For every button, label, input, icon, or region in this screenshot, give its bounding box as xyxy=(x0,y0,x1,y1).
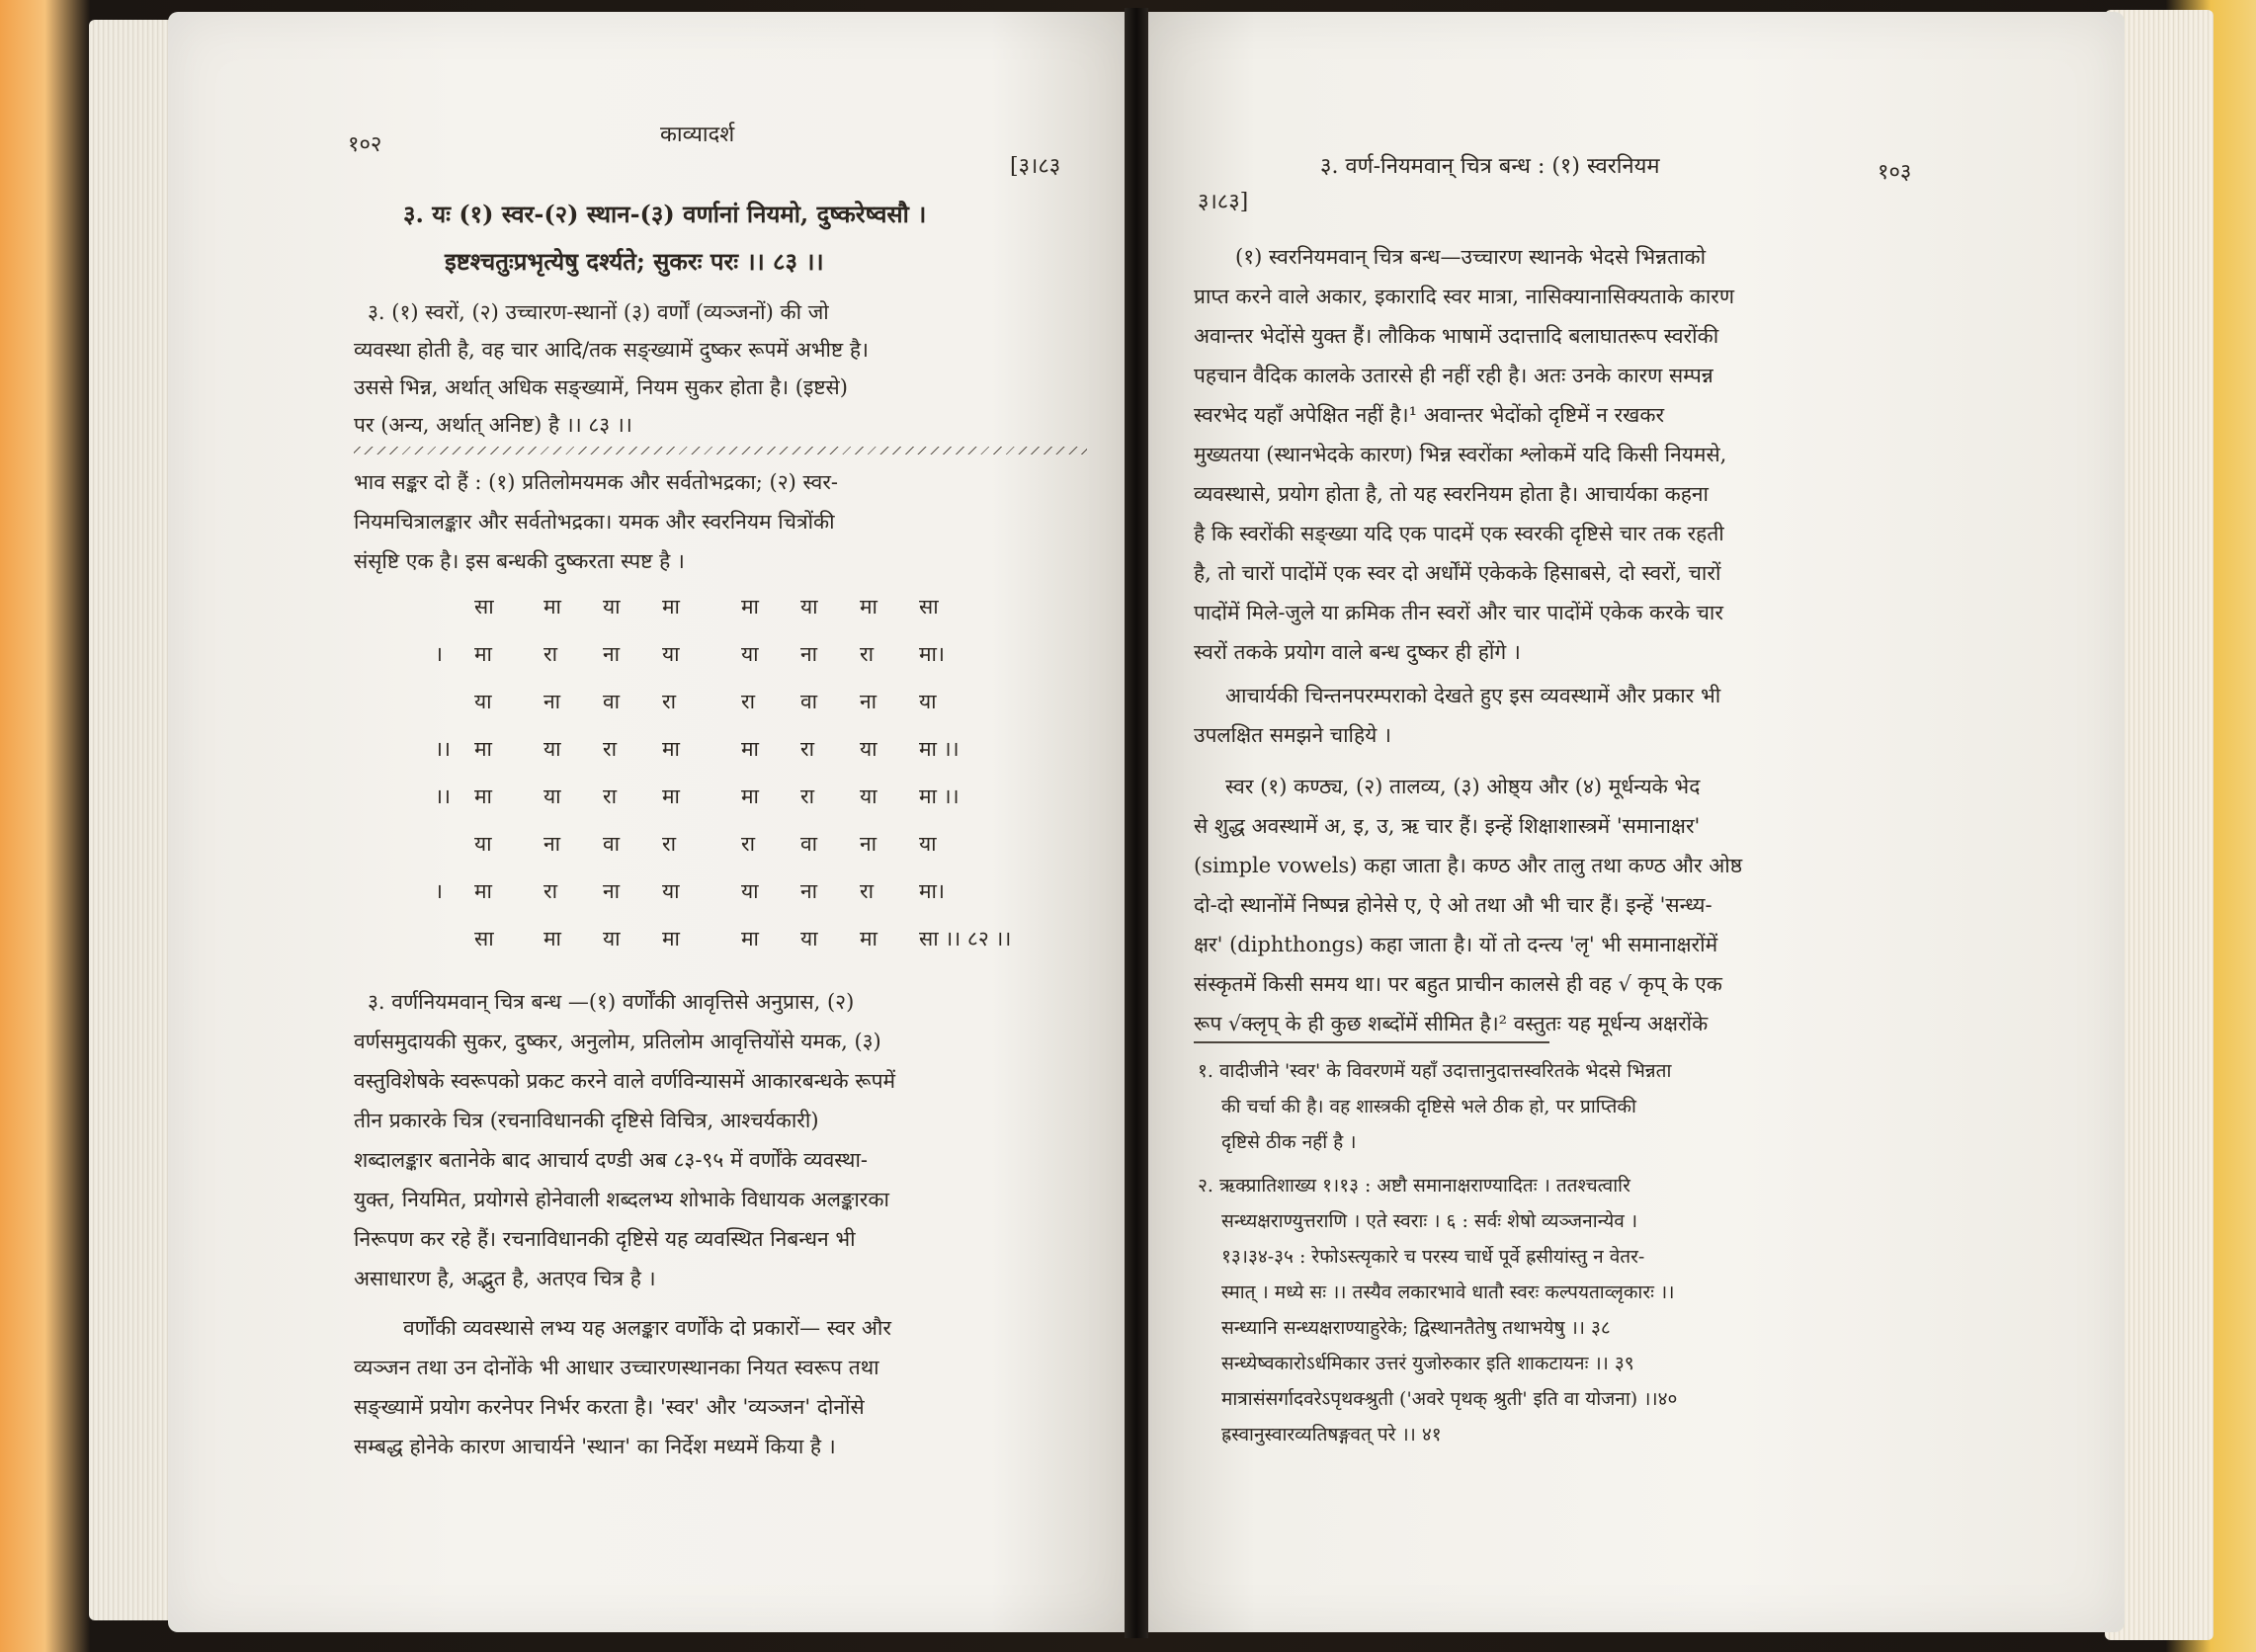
bhava-line: नियमचित्रालङ्कार और सर्वतोभद्रका। यमक और स्वरनियम चित्रोंकी xyxy=(354,510,835,534)
grid-syllable: या xyxy=(860,737,877,761)
grid-syllable: रा xyxy=(603,737,618,761)
para1-line: है, तो चारों पादोंमें एक स्वर दो अर्धोंमें एकेकके हिसाबसे, दो स्वरों, चारों xyxy=(1194,561,1721,585)
para3-line: क्षर' (diphthongs) कहा जाता है। यों तो दन्त्य 'लृ' भी समानाक्षरोंमें xyxy=(1194,933,1718,956)
grid-syllable: मा xyxy=(543,595,561,619)
grid-syllable: वा xyxy=(800,832,818,856)
grid-syllable: या xyxy=(474,832,492,856)
grid-syllable: मा xyxy=(662,927,680,950)
grid-syllable: रा xyxy=(860,642,875,666)
footnote-2-line: ह्रस्वानुस्वारव्यतिषङ्गवत् परे ।। ४१ xyxy=(1221,1424,1442,1446)
para1-line: (१) स्वरनियमवान् चित्र बन्ध—उच्चारण स्थानके भेदसे भिन्नताको xyxy=(1235,245,1707,269)
para3-line: दो-दो स्थानोंमें निष्पन्न होनेसे ए, ऐ ओ तथा औ भी चार हैं। इन्हें 'सन्ध्य- xyxy=(1194,893,1713,917)
grid-syllable: ना xyxy=(860,690,877,713)
grid-syllable: रा xyxy=(860,879,875,903)
grid-syllable: मा। xyxy=(919,642,945,666)
wavy-divider xyxy=(354,447,1087,454)
grid-syllable: वा xyxy=(603,690,621,713)
translation-line: पर (अन्य, अर्थात् अनिष्ट) है ।। ८३ ।। xyxy=(354,413,632,437)
sarvatobhadra-grid xyxy=(435,593,1087,968)
grid-syllable: मा xyxy=(543,927,561,950)
grid-syllable: वा xyxy=(800,690,818,713)
grid-syllable: या xyxy=(741,642,759,666)
grid-syllable: रा xyxy=(603,785,618,808)
grid-syllable: या xyxy=(662,879,680,903)
grid-syllable: मा xyxy=(662,737,680,761)
para1-line: स्वरभेद यहाँ अपेक्षित नहीं है।¹ अवान्तर भेदोंको दृष्टिमें न रखकर xyxy=(1194,403,1665,427)
grid-syllable: ना xyxy=(603,642,621,666)
varnon-line: सम्बद्ध होनेके कारण आचार्यने 'स्थान' का निर्देश मध्यमें किया है । xyxy=(354,1435,836,1458)
grid-syllable: । xyxy=(435,879,443,903)
grid-syllable: मा xyxy=(860,595,877,619)
book-page-edges-left xyxy=(89,20,178,1620)
verse-line-2: इष्टश्चतुःप्रभृत्येषु दर्श्यते; सुकरः परः ।। ८३ ।। xyxy=(445,247,824,276)
footnote-rule xyxy=(1194,1041,1549,1043)
verse-line-1: ३. यः (१) स्वर-(२) स्थान-(३) वर्णानां नियमो, दुष्करेष्वसौ । xyxy=(403,200,927,228)
grid-syllable: या xyxy=(741,879,759,903)
grid-syllable: ।। xyxy=(435,737,451,761)
footnote-2-line: २. ऋक्प्रातिशाख्य १।१३ : अष्टौ समानाक्षराण्यादितः । ततश्चत्वारि xyxy=(1198,1175,1630,1197)
footnote-2-line: सन्ध्यक्षराण्युत्तराणि । एते स्वराः । ६ : सर्वः शेषो व्यञ्जनान्येव । xyxy=(1221,1210,1638,1232)
grid-syllable: मा xyxy=(662,595,680,619)
grid-syllable: रा xyxy=(800,737,815,761)
varnon-line: सङ्ख्यामें प्रयोग करनेपर निर्भर करता है। 'स्वर' और 'व्यञ्जन' दोनोंसे xyxy=(354,1395,865,1419)
left-section-ref: [३।८३ xyxy=(1010,154,1061,179)
grid-syllable: रा xyxy=(662,690,677,713)
grid-syllable: या xyxy=(919,832,937,856)
grid-syllable: या xyxy=(662,642,680,666)
translation-line: ३. (१) स्वरों, (२) उच्चारण-स्थानों (३) वर्णों (व्यञ्जनों) की जो xyxy=(368,300,829,324)
grid-syllable: ना xyxy=(860,832,877,856)
footnote-2-line: सन्ध्येष्वकारोऽर्धमिकार उत्तरं युजोरुकार इति शाकटायनः ।। ३९ xyxy=(1221,1353,1634,1374)
para1-line: है कि स्वरोंकी सङ्ख्या यदि एक पादमें एक स्वरकी दृष्टिसे चार तक रहती xyxy=(1194,522,1724,545)
footnote-1-line: की चर्चा की है। वह शास्त्रकी दृष्टिसे भले ठीक हो, पर प्राप्तिकी xyxy=(1221,1096,1636,1117)
translation-line: व्यवस्था होती है, वह चार आदि/तक सङ्ख्यामें दुष्कर रूपमें अभीष्ट है। xyxy=(354,338,869,362)
para2-line: उपलक्षित समझने चाहिये । xyxy=(1194,723,1391,747)
grid-syllable: मा xyxy=(474,737,492,761)
para1-line: पहचान वैदिक कालके उतारसे ही नहीं रही है। अतः उनके कारण सम्पन्न xyxy=(1194,364,1713,387)
grid-syllable: रा xyxy=(800,785,815,808)
grid-syllable: ना xyxy=(543,832,561,856)
section3-line: वर्णसमुदायकी सुकर, दुष्कर, अनुलोम, प्रतिलोम आवृत्तियोंसे यमक, (३) xyxy=(354,1030,881,1053)
grid-syllable: मा xyxy=(662,785,680,808)
right-section-ref: ३।८३] xyxy=(1198,190,1249,214)
grid-syllable: सा xyxy=(474,927,494,950)
grid-syllable: मा xyxy=(741,927,759,950)
section3-line: युक्त, नियमित, प्रयोगसे होनेवाली शब्दलभ्य शोभाके विधायक अलङ्कारका xyxy=(354,1188,889,1211)
grid-syllable: मा ।। xyxy=(919,785,960,808)
section3-line: निरूपण कर रहे हैं। रचनाविधानकी दृष्टिसे यह व्यवस्थित निबन्धन भी xyxy=(354,1227,856,1251)
grid-syllable: मा xyxy=(741,737,759,761)
left-running-title: काव्यादर्श xyxy=(660,123,735,147)
para3-line: संस्कृतमें किसी समय था। पर बहुत प्राचीन कालसे ही वह √ कृप् के एक xyxy=(1194,972,1722,996)
grid-syllable: या xyxy=(543,785,561,808)
para1-line: प्राप्त करने वाले अकार, इकारादि स्वर मात्रा, नासिक्यानासिक्यताके कारण xyxy=(1194,285,1735,308)
grid-syllable: या xyxy=(860,785,877,808)
grid-syllable: । xyxy=(435,642,443,666)
grid-syllable: सा xyxy=(474,595,494,619)
footnote-1-line: दृष्टिसे ठीक नहीं है । xyxy=(1221,1131,1357,1153)
grid-syllable: सा ।। ८२ ।। xyxy=(919,927,1012,950)
translation-line: उससे भिन्न, अर्थात् अधिक सङ्ख्यामें, नियम सुकर होता है। (इष्टसे) xyxy=(354,375,848,399)
grid-syllable: या xyxy=(543,737,561,761)
section3-line: ३. वर्णनियमवान् चित्र बन्ध —(१) वर्णोंकी आवृत्तिसे अनुप्रास, (२) xyxy=(368,990,855,1014)
para1-line: व्यवस्थासे, प्रयोग होता है, तो यह स्वरनियम होता है। आचार्यका कहना xyxy=(1194,482,1709,506)
grid-syllable: रा xyxy=(741,832,756,856)
grid-syllable: मा ।। xyxy=(919,737,960,761)
footnote-2-line: स्मात् । मध्ये सः ।। तस्यैव लकारभावे धातौ स्वरः कल्पयताव्लृकारः ।। xyxy=(1221,1281,1675,1303)
grid-syllable: रा xyxy=(543,642,558,666)
grid-syllable: मा xyxy=(474,879,492,903)
grid-syllable: या xyxy=(800,927,818,950)
right-page-number: १०३ xyxy=(1878,160,1912,185)
footnote-2-line: १३।३४-३५ : रेफोऽस्त्यृकारे च परस्य चार्धे पूर्वे ह्रसीयांस्तु न वेतर- xyxy=(1221,1246,1645,1268)
grid-syllable: ना xyxy=(800,642,818,666)
book-spine xyxy=(1125,8,1148,1638)
grid-syllable: या xyxy=(919,690,937,713)
footnote-2-line: मात्रासंसर्गादवरेऽपृथक्श्रुती ('अवरे पृथक् श्रुती' इति वा योजना) ।।४० xyxy=(1221,1388,1678,1410)
grid-syllable: मा। xyxy=(919,879,945,903)
para2-line: आचार्यकी चिन्तनपरम्पराको देखते हुए इस व्यवस्थामें और प्रकार भी xyxy=(1225,684,1721,707)
para1-line: मुख्यतया (स्थानभेदके कारण) भिन्न स्वरोंका श्लोकमें यदि किसी नियमसे, xyxy=(1194,443,1727,466)
grid-syllable: रा xyxy=(741,690,756,713)
grid-syllable: मा xyxy=(474,642,492,666)
grid-syllable: या xyxy=(800,595,818,619)
grid-syllable: या xyxy=(603,927,621,950)
section3-line: तीन प्रकारके चित्र (रचनाविधानकी दृष्टिसे विचित्र, आश्चर्यकारी) xyxy=(354,1109,819,1132)
grid-syllable: मा xyxy=(474,785,492,808)
grid-syllable: ना xyxy=(603,879,621,903)
para1-line: पादोंमें मिले-जुले या क्रमिक तीन स्वरों और चार पादोंमें एकेक करके चार xyxy=(1194,601,1723,624)
left-page-number: १०२ xyxy=(348,132,382,157)
grid-syllable: रा xyxy=(662,832,677,856)
varnon-line: व्यञ्जन तथा उन दोनोंके भी आधार उच्चारणस्थानका नियत स्वरूप तथा xyxy=(354,1356,879,1379)
grid-syllable: ।। xyxy=(435,785,451,808)
grid-syllable: मा xyxy=(741,595,759,619)
grid-syllable: ना xyxy=(800,879,818,903)
varnon-line: वर्णोंकी व्यवस्थासे लभ्य यह अलङ्कार वर्णोंके दो प्रकारों— स्वर और xyxy=(403,1316,891,1340)
grid-syllable: वा xyxy=(603,832,621,856)
footnote-2-line: सन्ध्यानि सन्ध्यक्षराण्याहुरेके; द्विस्थानतैतेषु तथाभयेषु ।। ३८ xyxy=(1221,1317,1611,1339)
bhava-line: भाव सङ्कर दो हैं : (१) प्रतिलोमयमक और सर्वतोभद्रका; (२) स्वर- xyxy=(354,470,839,494)
para3-line: से शुद्ध अवस्थामें अ, इ, उ, ऋ चार हैं। इन्हें शिक्षाशास्त्रमें 'समानाक्षर' xyxy=(1194,814,1701,838)
grid-syllable: रा xyxy=(543,879,558,903)
para1-line: अवान्तर भेदोंसे युक्त हैं। लौकिक भाषामें उदात्तादि बलाघातरूप स्वरोंकी xyxy=(1194,324,1719,348)
grid-syllable: या xyxy=(474,690,492,713)
bhava-line: संसृष्टि एक है। इस बन्धकी दुष्करता स्पष्ट है । xyxy=(354,549,685,573)
right-running-title: ३. वर्ण-नियमवान् चित्र बन्ध : (१) स्वरनियम xyxy=(1320,154,1660,179)
grid-syllable: मा xyxy=(741,785,759,808)
para3-line: स्वर (१) कण्ठ्य, (२) तालव्य, (३) ओष्ठ्य और (४) मूर्धन्यके भेद xyxy=(1225,775,1701,798)
para1-line: स्वरों तकके प्रयोग वाले बन्ध दुष्कर ही होंगे । xyxy=(1194,640,1521,664)
grid-syllable: ना xyxy=(543,690,561,713)
grid-syllable: सा xyxy=(919,595,939,619)
section3-line: शब्दालङ्कार बतानेके बाद आचार्य दण्डी अब ८३-९५ में वर्णोंके व्यवस्था- xyxy=(354,1148,869,1172)
para3-line: रूप √क्लृप् के ही कुछ शब्दोंमें सीमित है।² वस्तुतः यह मूर्धन्य अक्षरोंके xyxy=(1194,1012,1709,1035)
section3-line: वस्तुविशेषके स्वरूपको प्रकट करने वाले वर्णविन्यासमें आकारबन्धके रूपमें xyxy=(354,1069,896,1093)
grid-syllable: या xyxy=(603,595,621,619)
footnote-1-line: १. वादीजीने 'स्वर' के विवरणमें यहाँ उदात्तानुदात्तस्वरितके भेदसे भिन्नता xyxy=(1198,1060,1672,1082)
para3-line: (simple vowels) कहा जाता है। कण्ठ और तालु तथा कण्ठ और ओष्ठ xyxy=(1194,854,1743,877)
section3-line: असाधारण है, अद्भुत है, अतएव चित्र है । xyxy=(354,1267,656,1290)
grid-syllable: मा xyxy=(860,927,877,950)
